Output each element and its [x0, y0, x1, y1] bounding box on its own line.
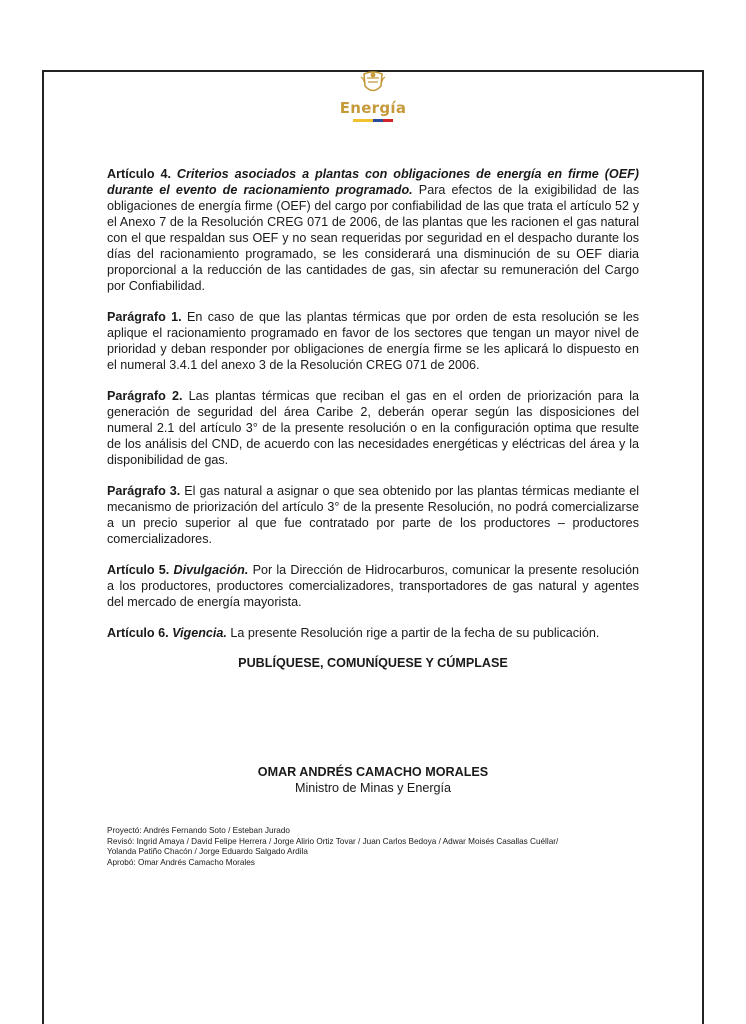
flag-red: [383, 119, 393, 122]
article-label: Artículo 4.: [107, 167, 171, 181]
paragraph-1: [107, 309, 639, 373]
article-title: Vigencia.: [172, 626, 227, 640]
flag-yellow: [353, 119, 373, 122]
flag-stripe: [353, 119, 393, 122]
article-5: [107, 562, 639, 610]
flag-blue: [373, 119, 383, 122]
credits-line: Proyectó: Andrés Fernando Soto / Esteban Jurado: [107, 826, 290, 835]
paragraph-label: Parágrafo 1.: [107, 310, 182, 324]
article-title: Divulgación.: [173, 563, 249, 577]
paragraph-text: Las plantas térmicas que reciban el gas en el orden de priorización para la generación de seguridad del área Caribe 2, deberán operar según las disposiciones del numeral 2.1 del artículo 3° de la presente resolución o en la configuración optima que resulte de los análisis del CND, de acuerdo con las necesidades energéticas y eléctricas del área y la disponibilidad de gas.: [107, 389, 639, 467]
logo-text: Energía: [339, 99, 407, 117]
article-text: Por la Dirección de Hidrocarburos, comunicar la presente resolución a los productores, productores comercializadores, transportadores de gas natural y agentes del mercado de energía mayorista.: [107, 563, 639, 609]
article-label: Artículo 6.: [107, 626, 169, 640]
paragraph-text: En caso de que las plantas térmicas que por orden de esta resolución se les aplique el racionamiento programado en favor de los sectores que tengan un mayor nivel de prioridad y deban responder por obligaciones de energía firme se les aplicará lo dispuesto en el numeral 3.4.1 del anexo 3 de la Resolución CREG 071 de 2006.: [107, 310, 640, 372]
article-4: [107, 166, 639, 294]
coat-of-arms-icon: [358, 68, 388, 98]
article-title: Criterios asociados a plantas con obligaciones de energía en firme (OEF) durante el evento de racionamiento programado.: [107, 167, 639, 197]
paragraph-label: Parágrafo 2.: [107, 389, 183, 403]
page-border-right: [702, 70, 704, 1024]
signer-role: Ministro de Minas y Energía: [294, 781, 452, 795]
credits-line: Revisó: Ingrid Amaya / David Felipe Herrera / Jorge Alirio Ortiz Tovar / Juan Carlos Bedoya / Adwar Moisés Casallas Cuéllar/: [107, 836, 559, 846]
signer-name: OMAR ANDRÉS CAMACHO MORALES: [257, 765, 489, 779]
credits-line: Aprobó: Omar Andrés Camacho Morales: [107, 857, 255, 867]
article-label: Artículo 5.: [107, 563, 170, 577]
document-credits: [107, 826, 667, 868]
paragraph-text: El gas natural a asignar o que sea obtenido por las plantas térmicas mediante el mecanismo de priorización del artículo 3° de la presente Resolución, no podrá comercializarse a un precio superior al que fue contratado por parte de los productores – productores comercializadores.: [107, 484, 640, 546]
article-text: Para efectos de la exigibilidad de las obligaciones de energía firme (OEF) del cargo por confiabilidad de las que trata el artículo 52 y el Anexo 7 de la Resolución CREG 071 de 2006, de las plantas que les racionen el gas natural con el que respaldan sus OEF y no sean requeridas por seguridad en el despacho durante los días del racionamiento programado, se les considerará una disminución de su OEF diaria proporcional a la reducción de las cantidades de gas, sin afectar su remuneración del Cargo por Confiabilidad.: [107, 183, 639, 293]
paragraph-label: Parágrafo 3.: [107, 484, 181, 498]
credits-line: Yolanda Patiño Chacón / Jorge Eduardo Salgado Ardila: [107, 847, 308, 856]
ministry-logo: [330, 68, 416, 132]
document-body: [107, 166, 639, 656]
page-border-left: [42, 70, 44, 1024]
paragraph-2: [107, 388, 639, 468]
paragraph-3: [107, 483, 639, 547]
article-6: [107, 625, 639, 641]
article-text: La presente Resolución rige a partir de la fecha de su publicación.: [230, 626, 600, 640]
signature-block: [0, 764, 746, 796]
closing-statement: PUBLÍQUESE, COMUNÍQUESE Y CÚMPLASE: [238, 656, 508, 670]
